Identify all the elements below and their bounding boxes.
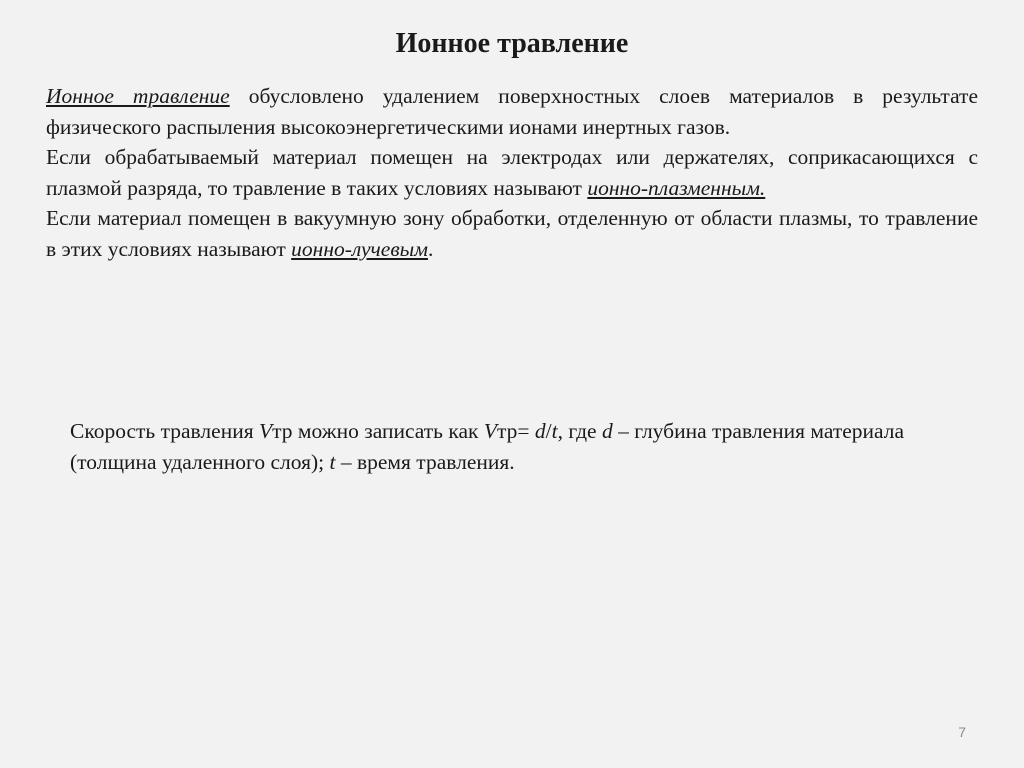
ion-plasma-text: Если обрабатываемый материал помещен на электродах или держателях, соприкасающихся с плазмой разряда, то травление в таких условиях называют [46,145,978,200]
formula-var-v2: V [483,419,497,443]
formula-text-4: , где [557,419,602,443]
formula-var-t: t [551,419,558,443]
main-text-block [46,81,978,264]
formula-var-v: V [258,419,273,443]
formula-text-6: – время травления. [335,449,515,474]
formula-var-d: d [534,419,546,443]
ion-beam-text: Если материал помещен в вакуумную зону обработки, отделенную от области плазмы, то травление в этих условиях называют [46,206,978,261]
etch-rate-formula [70,416,970,477]
slide-title: Ионное травление [395,28,629,59]
paragraph-ion-plasma [46,142,978,203]
term-ion-beam: ионно-лучевым [291,236,428,261]
formula-text-5: – глубина травления материала (толщина удаленного слоя); [70,419,905,474]
formula-var-t2: t [329,449,336,474]
page-number: 7 [958,724,966,740]
ion-beam-end: . [427,236,434,261]
formula-text-2: тр можно записать как [272,419,484,443]
paragraph-ion-beam [46,203,978,264]
paragraph-definition [46,81,978,142]
formula-slash: / [545,419,552,443]
formula-text-3: тр= [496,419,535,443]
term-ion-plasma: ионно-плазменным. [587,175,766,200]
definition-text: обусловлено удалением поверхностных слоев материалов в результате физического распыления высокоэнергетическими ионами инертных газов. [46,84,978,139]
term-ion-etching: Ионное травление [46,84,230,108]
formula-var-d2: d [601,419,613,443]
formula-text-1: Скорость травления [70,419,259,443]
